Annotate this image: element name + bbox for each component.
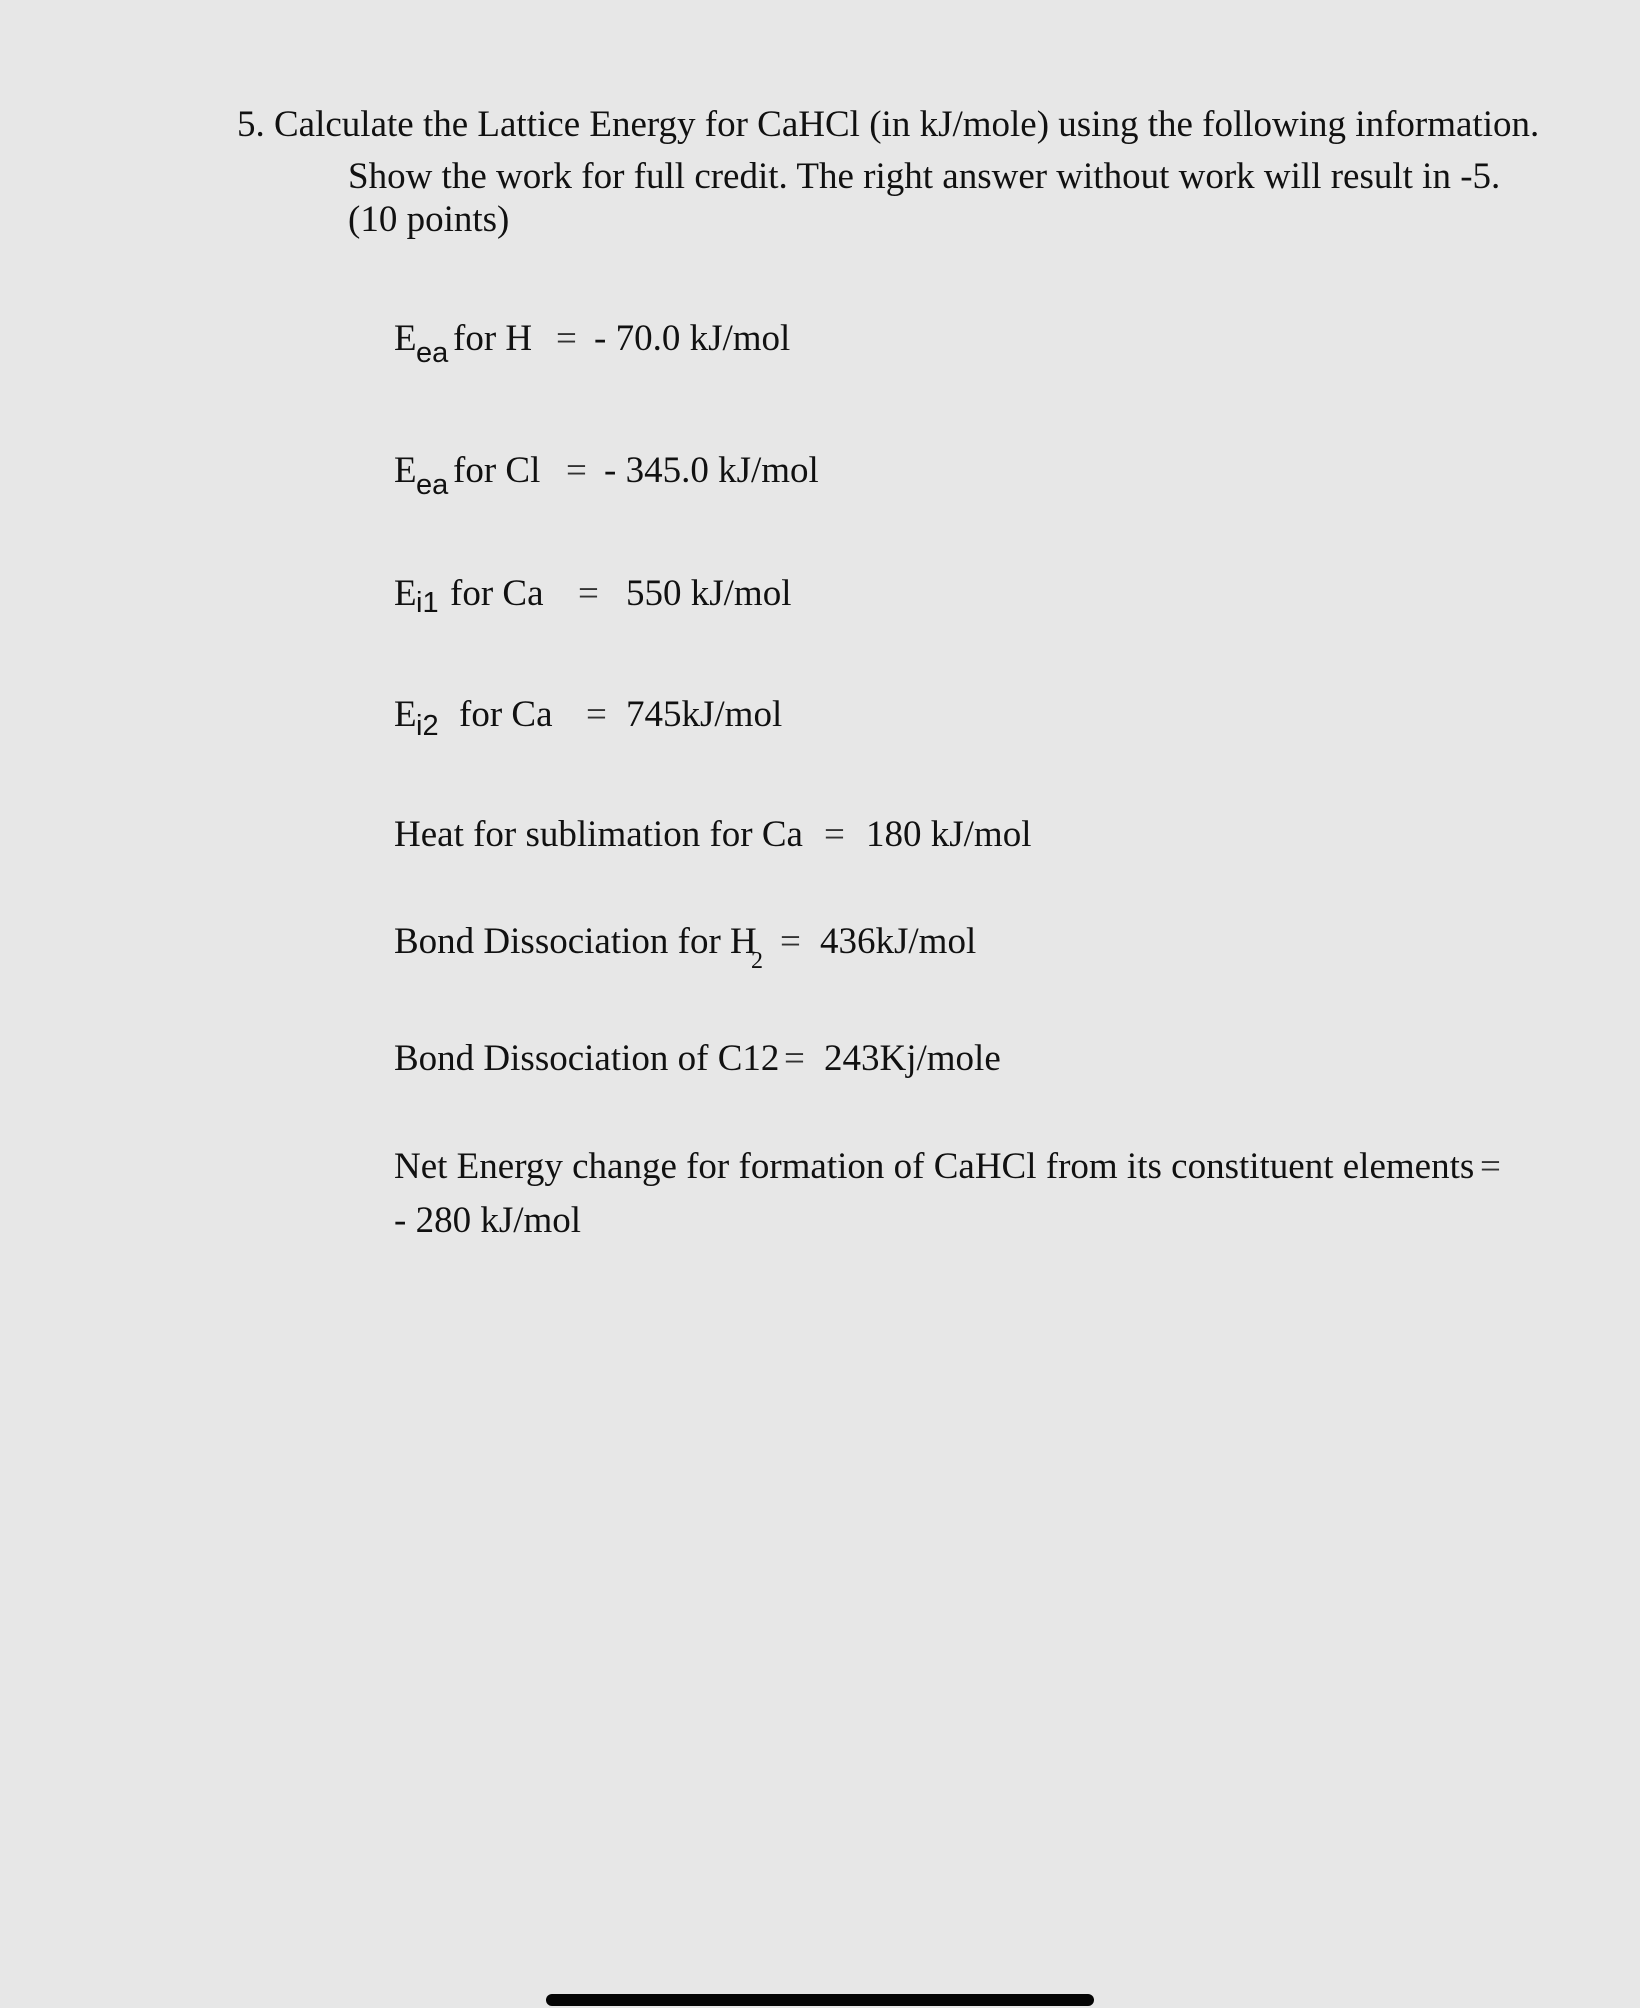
question-line-1: 5. Calculate the Lattice Energy for CaHCl (in kJ/mole) using the following information.	[237, 104, 1540, 145]
item-value: - 70.0 kJ/mol	[594, 318, 791, 359]
item-equals: =	[578, 573, 599, 614]
item-label: for Cl	[453, 450, 541, 491]
item-subscript: 2	[751, 948, 763, 974]
item-value: - 280 kJ/mol	[394, 1200, 582, 1241]
item-equals: =	[556, 318, 577, 359]
item-label: for Ca	[459, 694, 553, 735]
item-value: 180 kJ/mol	[866, 814, 1032, 855]
item-label: for H	[453, 318, 533, 359]
item-equals: =	[780, 921, 801, 962]
item-label: for Ca	[450, 573, 544, 614]
item-label: Net Energy change for formation of CaHCl from its constituent elements	[394, 1146, 1475, 1187]
question-line-2: Show the work for full credit. The right answer without work will result in -5.	[348, 156, 1501, 197]
item-value: 243Kj/mole	[824, 1038, 1001, 1079]
item-symbol: E	[394, 450, 417, 491]
item-label: Heat for sublimation for Ca	[394, 814, 803, 855]
item-symbol: E	[394, 318, 417, 359]
item-value: 550 kJ/mol	[626, 573, 792, 614]
item-subscript: i1	[416, 587, 439, 619]
question-points: (10 points)	[348, 199, 510, 240]
item-equals: =	[824, 814, 845, 855]
item-subscript: ea	[416, 337, 449, 369]
item-label: Bond Dissociation for H	[394, 921, 757, 962]
item-equals: =	[784, 1038, 805, 1079]
item-subscript: i2	[416, 710, 439, 742]
item-value: 745kJ/mol	[626, 694, 783, 735]
item-subscript: ea	[416, 469, 449, 501]
item-equals: =	[586, 694, 607, 735]
item-symbol: E	[394, 694, 417, 735]
item-equals: =	[566, 450, 587, 491]
item-equals: =	[1480, 1146, 1501, 1187]
item-symbol: E	[394, 573, 417, 614]
item-value: 436kJ/mol	[820, 921, 977, 962]
item-label: Bond Dissociation of C12	[394, 1038, 780, 1079]
home-indicator-bar[interactable]	[546, 1994, 1094, 2006]
item-value: - 345.0 kJ/mol	[604, 450, 819, 491]
